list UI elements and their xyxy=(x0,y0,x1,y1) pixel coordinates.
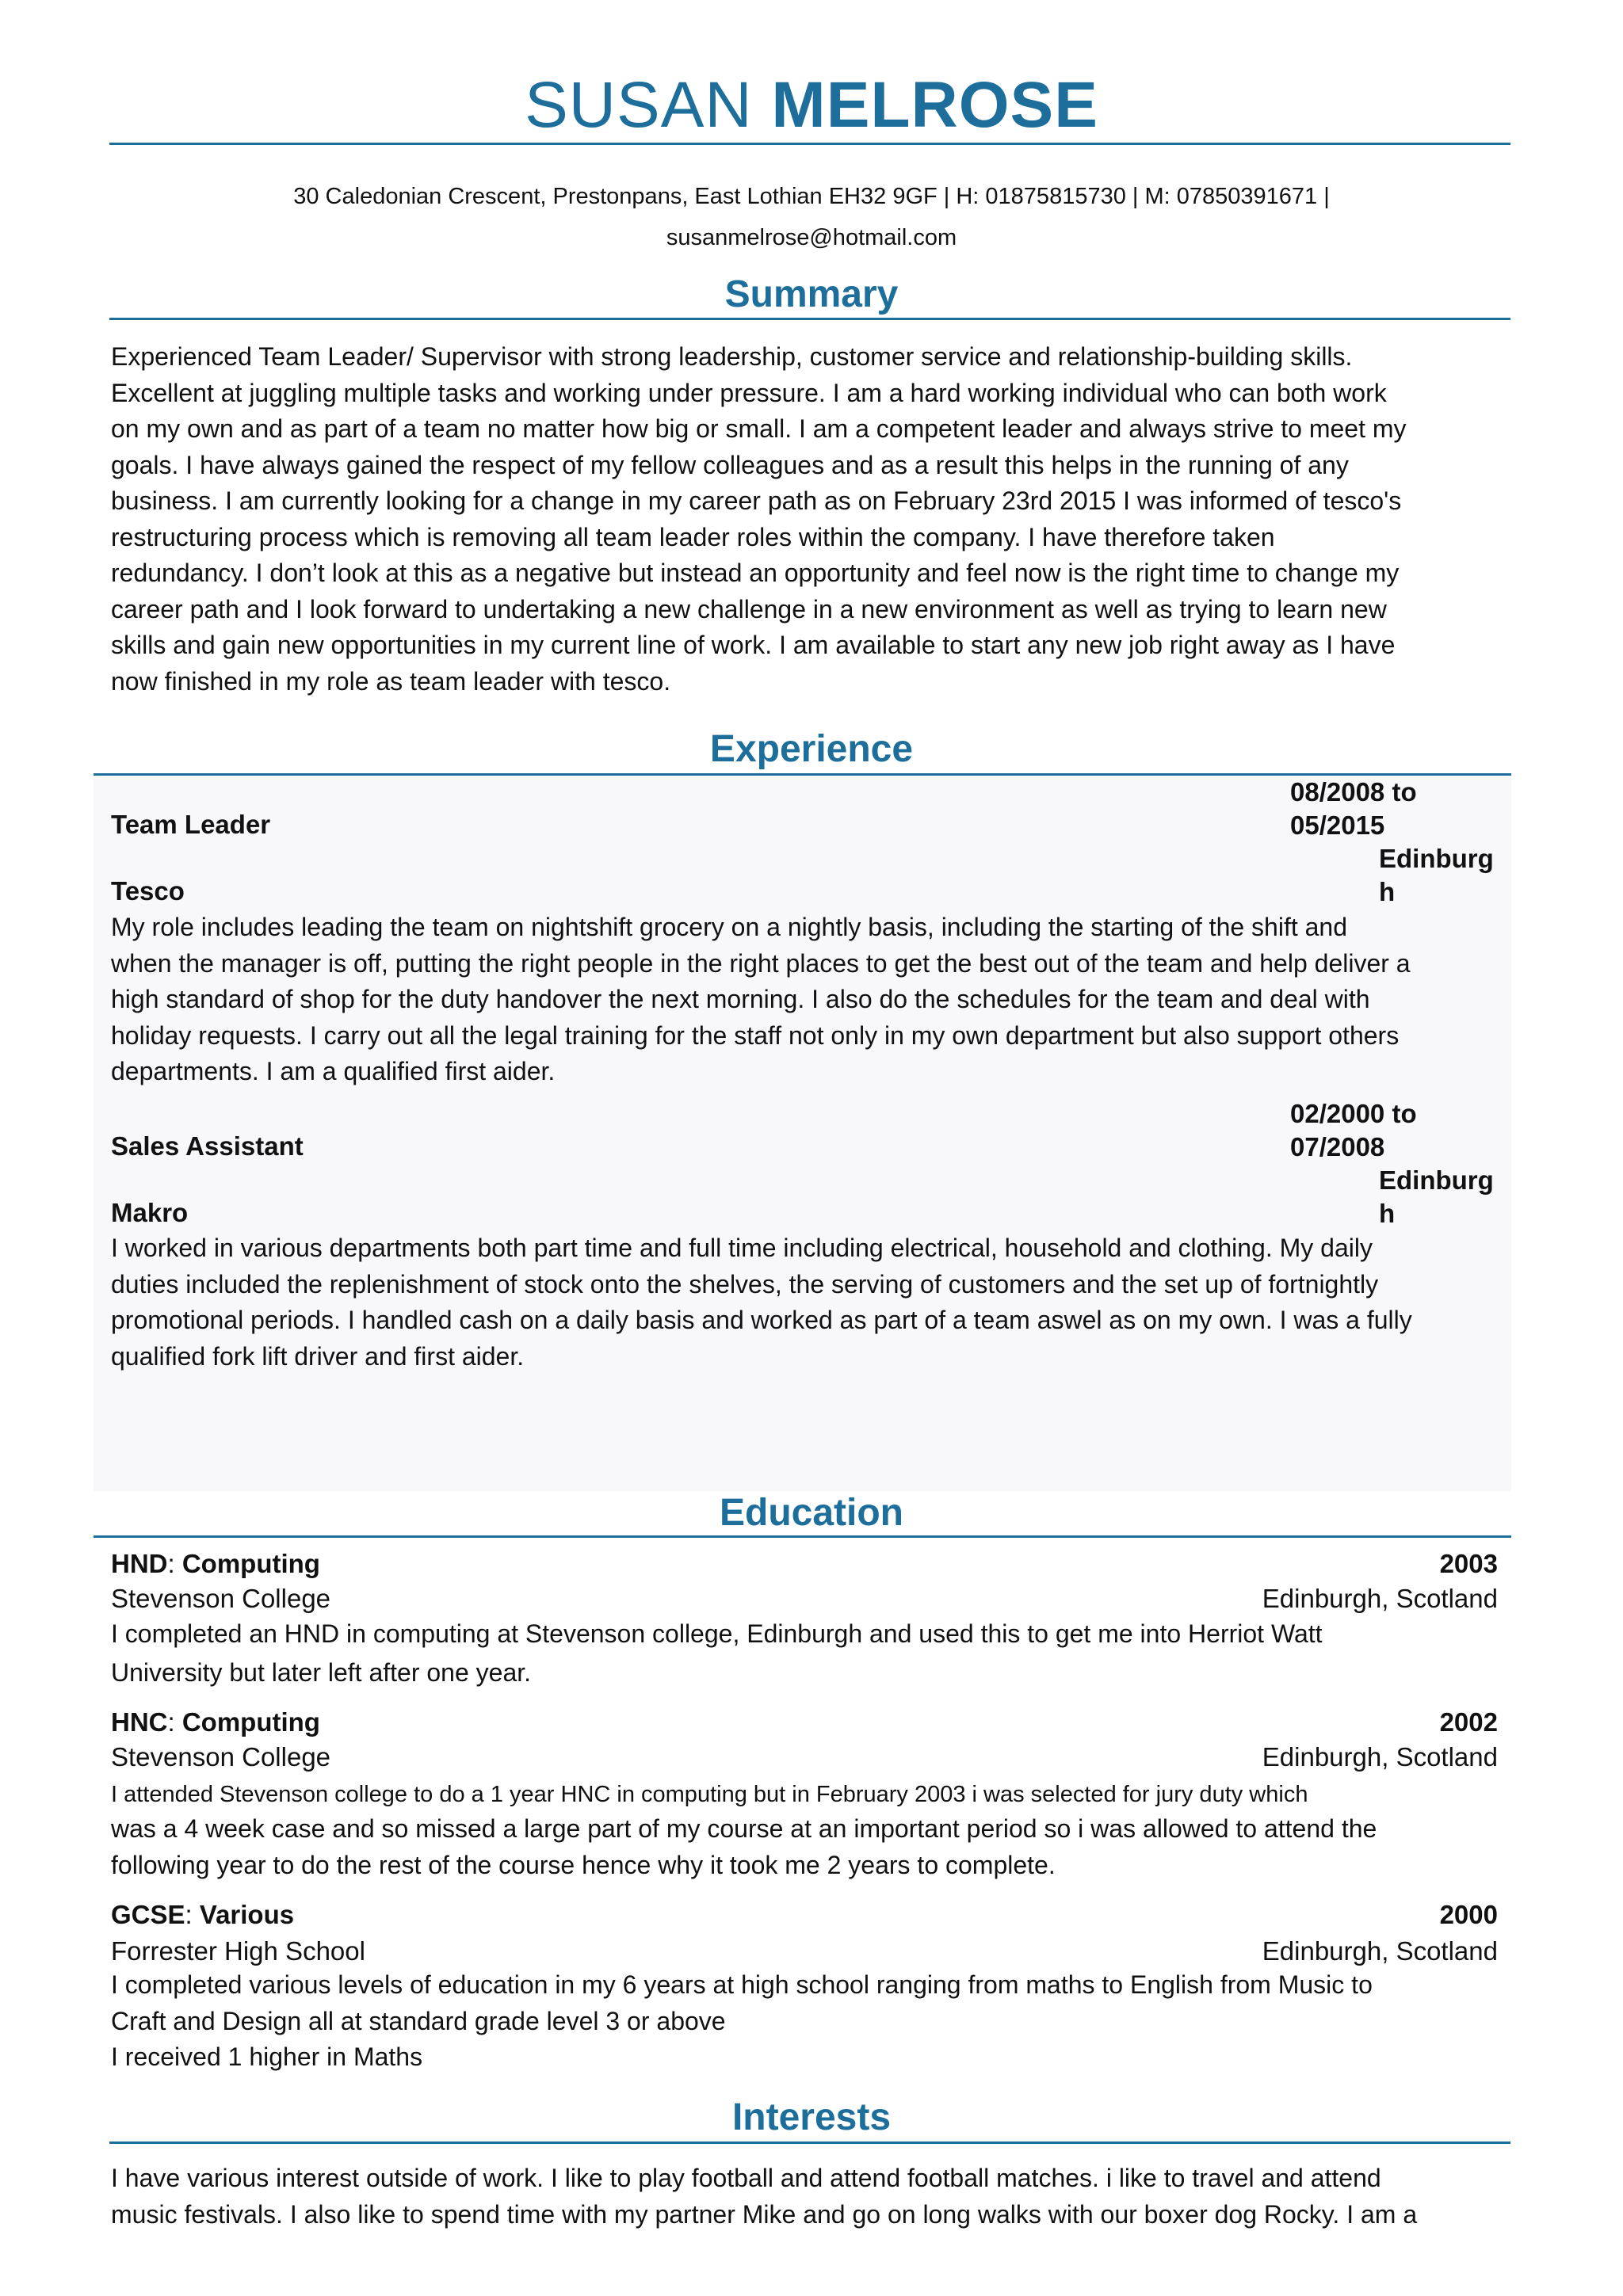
job-company: Makro xyxy=(111,1198,189,1227)
summary-line: redundancy. I don’t look at this as a negative but instead an opportunity and feel now is the right time to change my xyxy=(111,559,1400,587)
education-description-line: I attended Stevenson college to do a 1 year HNC in computing but in February 2003 i was selected for jury duty which xyxy=(111,1782,1308,1807)
job-title: Team Leader xyxy=(111,810,271,839)
education-school-row xyxy=(111,1584,1498,1614)
summary-line: goals. I have always gained the respect of my fellow colleagues and as a result this helps in the running of any xyxy=(111,450,1349,479)
education-school-row xyxy=(111,1936,1498,1966)
job-end-date: 05/2015 xyxy=(1290,810,1385,840)
contact-info xyxy=(0,176,1623,258)
education-degree-row: GCSE: Various 2000 xyxy=(111,1900,1498,1929)
summary-line: now finished in my role as team leader with tesco. xyxy=(111,666,671,696)
last-name: MELROSE xyxy=(771,69,1098,141)
job-description-line: qualified fork lift driver and first aider. xyxy=(111,1341,525,1371)
first-name: SUSAN xyxy=(525,69,753,141)
header-divider xyxy=(109,143,1510,145)
education-description-line: University but later left after one year. xyxy=(111,1657,532,1687)
degree: HND xyxy=(111,1549,168,1578)
school-location: Edinburgh, Scotland xyxy=(1262,1936,1498,1966)
summary-line: career path and I look forward to undertaking a new challenge in a new environment as well as trying to learn new xyxy=(111,594,1387,624)
job-description xyxy=(111,1230,1412,1375)
education-description-line: Craft and Design all at standard grade level 3 or above xyxy=(111,2006,726,2035)
job-description-line: My role includes leading the team on nightshift grocery on a nightly basis, including the starting of the shift and xyxy=(111,913,1348,941)
interests-line: music festivals. I also like to spend time with my partner Mike and go on long walks with our boxer dog Rocky. I am a xyxy=(111,2199,1418,2229)
graduation-year: 2000 xyxy=(1439,1900,1498,1929)
graduation-year: 2003 xyxy=(1439,1549,1498,1578)
education-description-line: following year to do the rest of the course hence why it took me 2 years to complete. xyxy=(111,1850,1056,1879)
job-location: Edinburgh xyxy=(1379,1165,1494,1228)
education-description xyxy=(111,1778,1377,1883)
education-description-line: I completed an HND in computing at Stevenson college, Edinburgh and used this to get me into Herriot Watt xyxy=(111,1619,1323,1648)
experience-heading: Experience xyxy=(709,728,914,770)
job-description-line: duties included the replenishment of stock onto the shelves, the serving of customers and the set up of fortnightly xyxy=(111,1269,1379,1299)
education-description-line: was a 4 week case and so missed a large part of my course at an important period so i was allowed to attend the xyxy=(111,1814,1377,1843)
education-description-line: I completed various levels of education in my 6 years at high school ranging from maths to English from Music to xyxy=(111,1970,1373,1999)
summary-line: skills and gain new opportunities in my current line of work. I am available to start any new job right away as I have xyxy=(111,631,1396,659)
summary-line: business. I am currently looking for a change in my career path as on February 23rd 2015 I was informed of tesco's xyxy=(111,486,1402,515)
interests-text xyxy=(111,2161,1417,2233)
contact-email: susanmelrose@hotmail.com xyxy=(666,225,957,250)
job-description-line: when the manager is off, putting the right people in the right places to get the best out of the team and help deliver a xyxy=(111,948,1411,978)
job-dates xyxy=(1290,776,1417,842)
summary-heading: Summary xyxy=(724,273,899,315)
degree: HNC xyxy=(111,1707,168,1737)
education-description xyxy=(111,1616,1323,1691)
graduation-year: 2002 xyxy=(1439,1707,1498,1737)
job-end-date: 07/2008 xyxy=(1290,1132,1385,1161)
candidate-name xyxy=(0,69,1623,141)
education-heading: Education xyxy=(719,1492,903,1534)
interests-divider xyxy=(109,2142,1510,2144)
school: Stevenson College xyxy=(111,1584,331,1613)
summary-line: Experienced Team Leader/ Supervisor with strong leadership, customer service and relationship-building skills. xyxy=(111,342,1353,371)
contact-address-phones: 30 Caledonian Crescent, Prestonpans, East Lothian EH32 9GF | H: 01875815730 | M: 07850391671 | xyxy=(293,184,1330,209)
school: Stevenson College xyxy=(111,1742,331,1772)
job-description xyxy=(111,910,1411,1090)
school: Forrester High School xyxy=(111,1936,365,1966)
summary-text xyxy=(111,339,1407,700)
education-degree-row: HND: Computing 2003 xyxy=(111,1549,1498,1578)
job-title: Sales Assistant xyxy=(111,1131,304,1161)
education-description xyxy=(111,1967,1373,2076)
education-school-row xyxy=(111,1742,1498,1772)
summary-line: restructuring process which is removing all team leader roles within the company. I have therefore taken xyxy=(111,522,1275,551)
job-company: Tesco xyxy=(111,876,185,906)
summary-divider xyxy=(109,318,1510,320)
job-description-line: I worked in various departments both part time and full time including electrical, household and clothing. My daily xyxy=(111,1234,1373,1262)
subject: Computing xyxy=(181,1707,320,1737)
job-start-date: 02/2000 to xyxy=(1290,1099,1417,1128)
job-description-line: departments. I am a qualified first aider. xyxy=(111,1057,556,1085)
job-description-line: high standard of shop for the duty handover the next morning. I also do the schedules for the team and deal with xyxy=(111,985,1370,1013)
job-location: Edinburgh xyxy=(1379,844,1494,906)
education-degree-row: HNC: Computing 2002 xyxy=(111,1707,1498,1737)
school-location: Edinburgh, Scotland xyxy=(1262,1742,1498,1772)
school-location: Edinburgh, Scotland xyxy=(1262,1584,1498,1613)
interests-heading: Interests xyxy=(731,2096,892,2138)
subject: Computing xyxy=(181,1549,320,1578)
interests-line: I have various interest outside of work. I like to play football and attend football matches. i like to travel and attend xyxy=(111,2164,1381,2192)
job-description-line: holiday requests. I carry out all the legal training for the staff not only in my own department but also support others xyxy=(111,1020,1400,1050)
job-start-date: 08/2008 to xyxy=(1290,777,1417,807)
education-description-line: I received 1 higher in Maths xyxy=(111,2042,423,2071)
job-dates xyxy=(1290,1097,1417,1164)
subject: Various xyxy=(199,1900,295,1929)
summary-line: on my own and as part of a team no matter how big or small. I am a competent leader and always strive to meet my xyxy=(111,414,1407,443)
summary-line: Excellent at juggling multiple tasks and working under pressure. I am a hard working individual who can both work xyxy=(111,378,1387,407)
education-divider xyxy=(94,1535,1511,1538)
job-description-line: promotional periods. I handled cash on a daily basis and worked as part of a team aswel as on my own. I was a fully xyxy=(111,1306,1412,1334)
degree: GCSE xyxy=(111,1900,185,1929)
